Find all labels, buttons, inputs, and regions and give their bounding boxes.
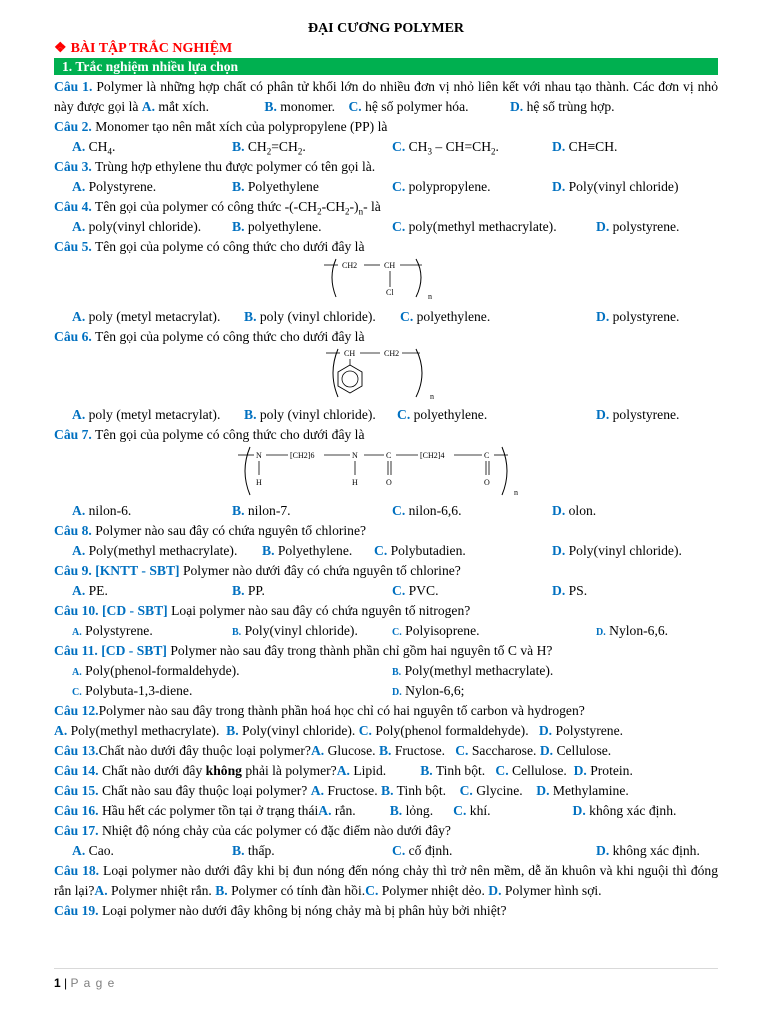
question-17: Câu 17. Nhiệt độ nóng chảy của các polymer có đặc điểm nào dưới đây? <box>54 823 451 838</box>
diamond-bullet-icon: ❖ <box>54 41 67 56</box>
options-4: A. poly(vinyl chloride). B. polyethylene. C. poly(methyl methacrylate). D. polystyrene. <box>72 219 680 234</box>
section-heading: ❖ BÀI TẬP TRẮC NGHIỆM <box>54 41 233 56</box>
options-17: A. Cao. B. thấp. C. cố định. D. không xác định. <box>72 843 700 858</box>
question-19: Câu 19. Loại polymer nào dưới đây không bị nóng chảy mà bị phân hủy bởi nhiệt? <box>54 903 507 918</box>
svg-text:[CH2]6: [CH2]6 <box>290 451 315 460</box>
question-8: Câu 8. Polymer nào sau đây có chứa nguyên tố chlorine? <box>54 523 367 538</box>
svg-text:N: N <box>256 451 262 460</box>
formula-6 <box>54 347 718 405</box>
options-6: A. poly (metyl metacrylat). B. poly (vinyl chloride). C. polyethylene. D. polystyrene. <box>72 407 680 422</box>
question-3: Câu 3. Trùng hợp ethylene thu được polymer có tên gọi là. <box>54 159 376 174</box>
page-label: P a g e <box>70 976 116 990</box>
page-footer <box>54 968 718 993</box>
svg-text:C: C <box>484 451 490 460</box>
options-3: A. Polystyrene. B. Polyethylene C. polypropylene. D. Poly(vinyl chloride) <box>72 179 679 194</box>
question-15: Câu 15. Chất nào sau đây thuộc loại polymer? A. Fructose. B. Tinh bột. C. Glycine. D. Methylamine. <box>54 783 629 798</box>
question-11: Câu 11. [CD - SBT] Polymer nào sau đây trong thành phần chỉ gồm hai nguyên tố C và H? <box>54 643 553 658</box>
polystyrene-structure <box>316 347 456 403</box>
svg-text:n: n <box>514 488 518 497</box>
svg-text:O: O <box>386 478 392 487</box>
svg-text:[CH2]4: [CH2]4 <box>420 451 445 460</box>
svg-text:N: N <box>352 451 358 460</box>
svg-text:n: n <box>428 292 432 301</box>
options-9: A. PE. B. PP. C. PVC. D. PS. <box>72 583 588 598</box>
formula-7 <box>54 445 718 501</box>
options-12: A. Poly(methyl methacrylate). B. Poly(vinyl chloride). C. Poly(phenol formaldehyde). D. Polystyrene. <box>54 723 624 738</box>
options-8: A. Poly(methyl methacrylate). B. Polyethylene. C. Polybutadien. D. Poly(vinyl chloride). <box>72 543 682 558</box>
polyvinyl-chloride-structure <box>316 257 456 305</box>
svg-text:CH: CH <box>384 261 396 270</box>
options-11b: C. Polybuta-1,3-diene. D. Nylon-6,6; <box>72 683 465 698</box>
question-16: Câu 16. Hầu hết các polymer tồn tại ở trạng tháiA. rắn. B. lỏng. C. khí. D. không xác định. <box>54 803 677 818</box>
document-title: ĐẠI CƯƠNG POLYMER <box>307 21 465 36</box>
question-5: Câu 5. Tên gọi của polyme có công thức cho dưới đây là <box>54 239 365 254</box>
question-1: Câu 1. Polymer là những hợp chất có phân tử khối lớn do nhiều đơn vị nhỏ liên kết với nhau tạo thành. Các đơn vị nhỏ này được gọi là A. mắt xích. B. monomer. C. hệ số polymer hóa. D. hệ số trùng hợp. <box>54 79 718 114</box>
svg-text:CH: CH <box>344 349 356 358</box>
options-11a: A. Poly(phenol-formaldehyde). B. Poly(methyl methacrylate). <box>72 663 554 678</box>
nylon-structure <box>236 445 536 499</box>
svg-text:n: n <box>430 392 434 401</box>
question-18: Câu 18. Loại polymer nào dưới đây khi bị đun nóng đến nóng chảy thì trở nên mềm, dễ ăn khuôn và khi nguội thì đóng rắn lại?A. Polymer nhiệt rắn. B. Polymer có tính đàn hồi.C. Polymer nhiệt dẻo. D. Polymer hình sợi. <box>54 863 719 898</box>
svg-text:H: H <box>352 478 358 487</box>
subsection-heading: 1. Trắc nghiệm nhiều lựa chọn <box>54 58 718 75</box>
svg-text:Cl: Cl <box>386 288 394 297</box>
options-2: A. $CH_4$. B. $CH_2=CH_2$. C. $CH_3 - CH=CH_2$. D. CH≡CH. <box>72 139 618 157</box>
svg-text:CH2: CH2 <box>342 261 358 270</box>
svg-text:O: O <box>484 478 490 487</box>
svg-text:H: H <box>256 478 262 487</box>
question-10: Câu 10. [CD - SBT] Loại polymer nào sau đây có chứa nguyên tố nitrogen? <box>54 603 471 618</box>
options-5: A. poly (metyl metacrylat). B. poly (vinyl chloride). C. polyethylene. D. polystyrene. <box>72 309 680 324</box>
question-14: Câu 14. Chất nào dưới đây không phải là polymer?A. Lipid. B. Tinh bột. C. Cellulose. D. Protein. <box>54 763 633 778</box>
svg-text:CH2: CH2 <box>384 349 400 358</box>
options-10: A. Polystyrene. B. Poly(vinyl chloride). C. Polyisoprene. D. Nylon-6,6. <box>72 623 669 638</box>
question-2: Câu 2. Monomer tạo nên mắt xích của polypropylene (PP) là <box>54 119 388 134</box>
question-6: Câu 6. Tên gọi của polyme có công thức cho dưới đây là <box>54 329 365 344</box>
question-13: Câu 13.Chất nào dưới đây thuộc loại polymer?A. Glucose. B. Fructose. C. Saccharose. D. Cellulose. <box>54 743 612 758</box>
question-9: Câu 9. [KNTT - SBT] Polymer nào dưới đây có chứa nguyên tố chlorine? <box>54 563 461 578</box>
svg-text:C: C <box>386 451 392 460</box>
question-12: Câu 12.Polymer nào sau đây trong thành phần hoá học chỉ có hai nguyên tố carbon và hydrogen? <box>54 703 585 718</box>
formula-5 <box>54 257 718 307</box>
question-7: Câu 7. Tên gọi của polyme có công thức cho dưới đây là <box>54 427 365 442</box>
options-7: A. nilon-6. B. nilon-7. C. nilon-6,6. D. olon. <box>72 503 597 518</box>
page-number: 1 <box>54 976 61 990</box>
question-4: Câu 4. Tên gọi của polymer có công thức $-(-CH_2-CH_2-)_n-$ là <box>54 199 381 217</box>
footer-separator: | <box>64 976 68 990</box>
document-page <box>54 18 718 921</box>
